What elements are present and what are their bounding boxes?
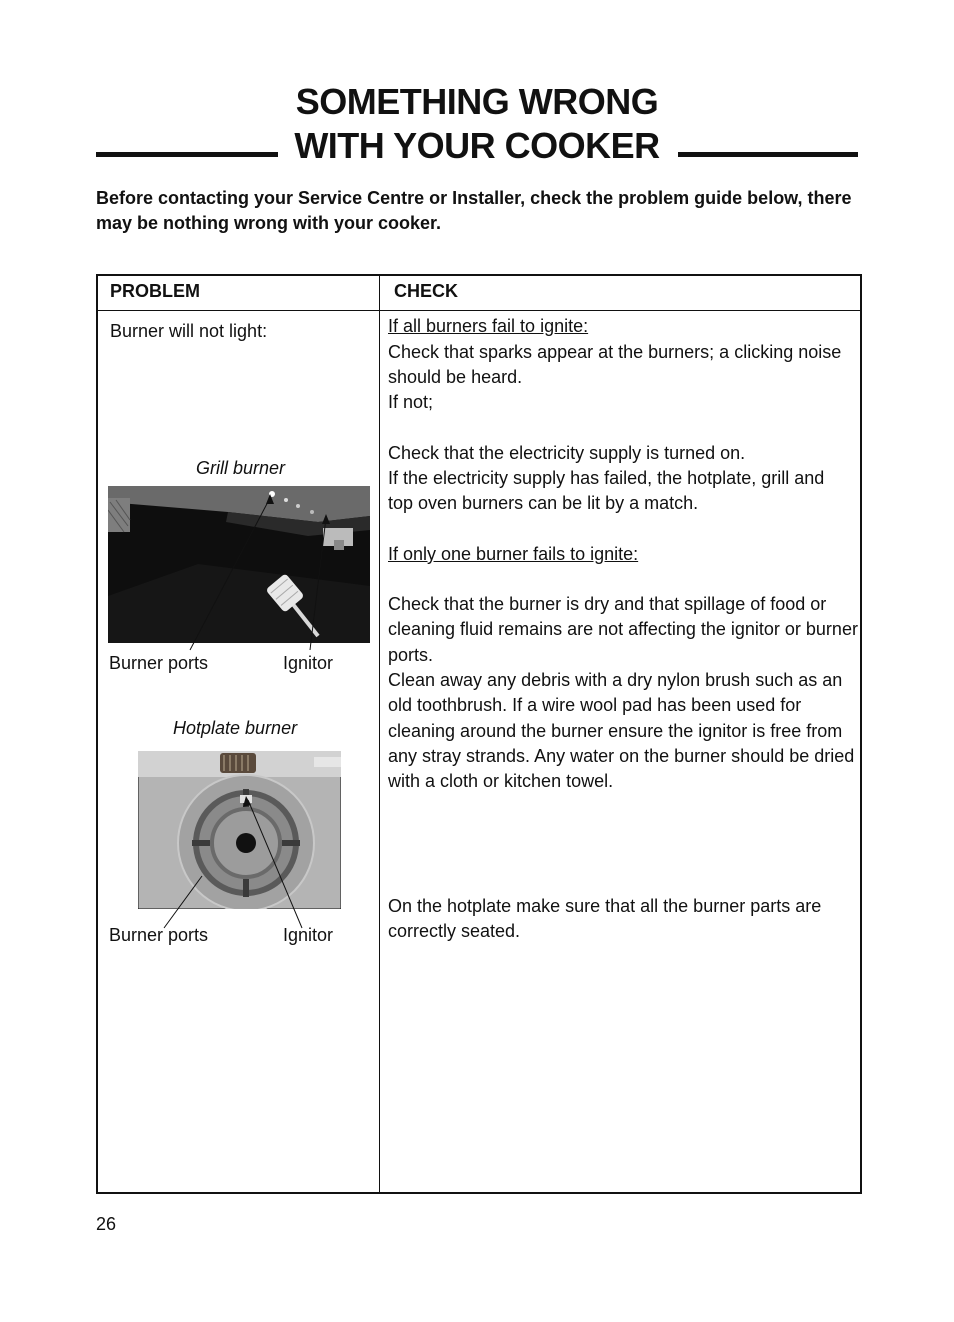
all-burners-sparks-text: Check that sparks appear at the burners; a clicking noise should be heard. (388, 342, 842, 388)
grill-burner-caption: Grill burner (196, 458, 286, 478)
all-burners-heading: If all burners fail to ignite: (388, 316, 589, 336)
burner-dry-text: Check that the burner is dry and that spillage of food or cleaning fluid remains are not affecting the ignitor or burner ports. (388, 594, 858, 665)
hotplate-burner-pointers (98, 796, 380, 936)
all-burners-if-not-text: If not; (388, 392, 434, 412)
clean-debris-text: Clean away any debris with a dry nylon brush such as an old toothbrush. If a wire wool pad has been used for cleaning around the burner ensure the ignitor is free from any stray strands. Any water on the burner should be dried with a cloth or kitchen towel. (388, 670, 855, 792)
electricity-failed-text: If the electricity supply has failed, the hotplate, grill and top oven burners can be lit by a match. (388, 468, 825, 514)
page-title-line-2: WITH YOUR COOKER (294, 125, 660, 166)
grill-ignitor-label: Ignitor (283, 653, 334, 673)
page-title-line-1: SOMETHING WRONG (295, 81, 659, 122)
title-rule-left (96, 152, 278, 157)
hotplate-burner-caption: Hotplate burner (173, 718, 298, 738)
hotplate-seated-text: On the hotplate make sure that all the burner parts are correctly seated. (388, 896, 822, 942)
grill-burner-pointers (98, 476, 380, 666)
problem-text: Burner will not light: (110, 321, 268, 341)
page-number: 26 (96, 1214, 117, 1234)
one-burner-heading: If only one burner fails to ignite: (388, 544, 639, 564)
hotplate-burner-ports-label: Burner ports (109, 925, 209, 945)
header-divider (98, 310, 860, 311)
electricity-on-text: Check that the electricity supply is turned on. (388, 443, 746, 463)
hotplate-ignitor-label: Ignitor (283, 925, 334, 945)
intro-text: Before contacting your Service Centre or Installer, check the problem guide below, there may be nothing wrong with your cooker. (96, 188, 852, 233)
problem-table (96, 274, 862, 1194)
header-problem: PROBLEM (110, 281, 200, 301)
grill-burner-ports-label: Burner ports (109, 653, 209, 673)
title-rule-right (678, 152, 858, 157)
column-divider (379, 276, 380, 1192)
header-check: CHECK (394, 281, 459, 301)
